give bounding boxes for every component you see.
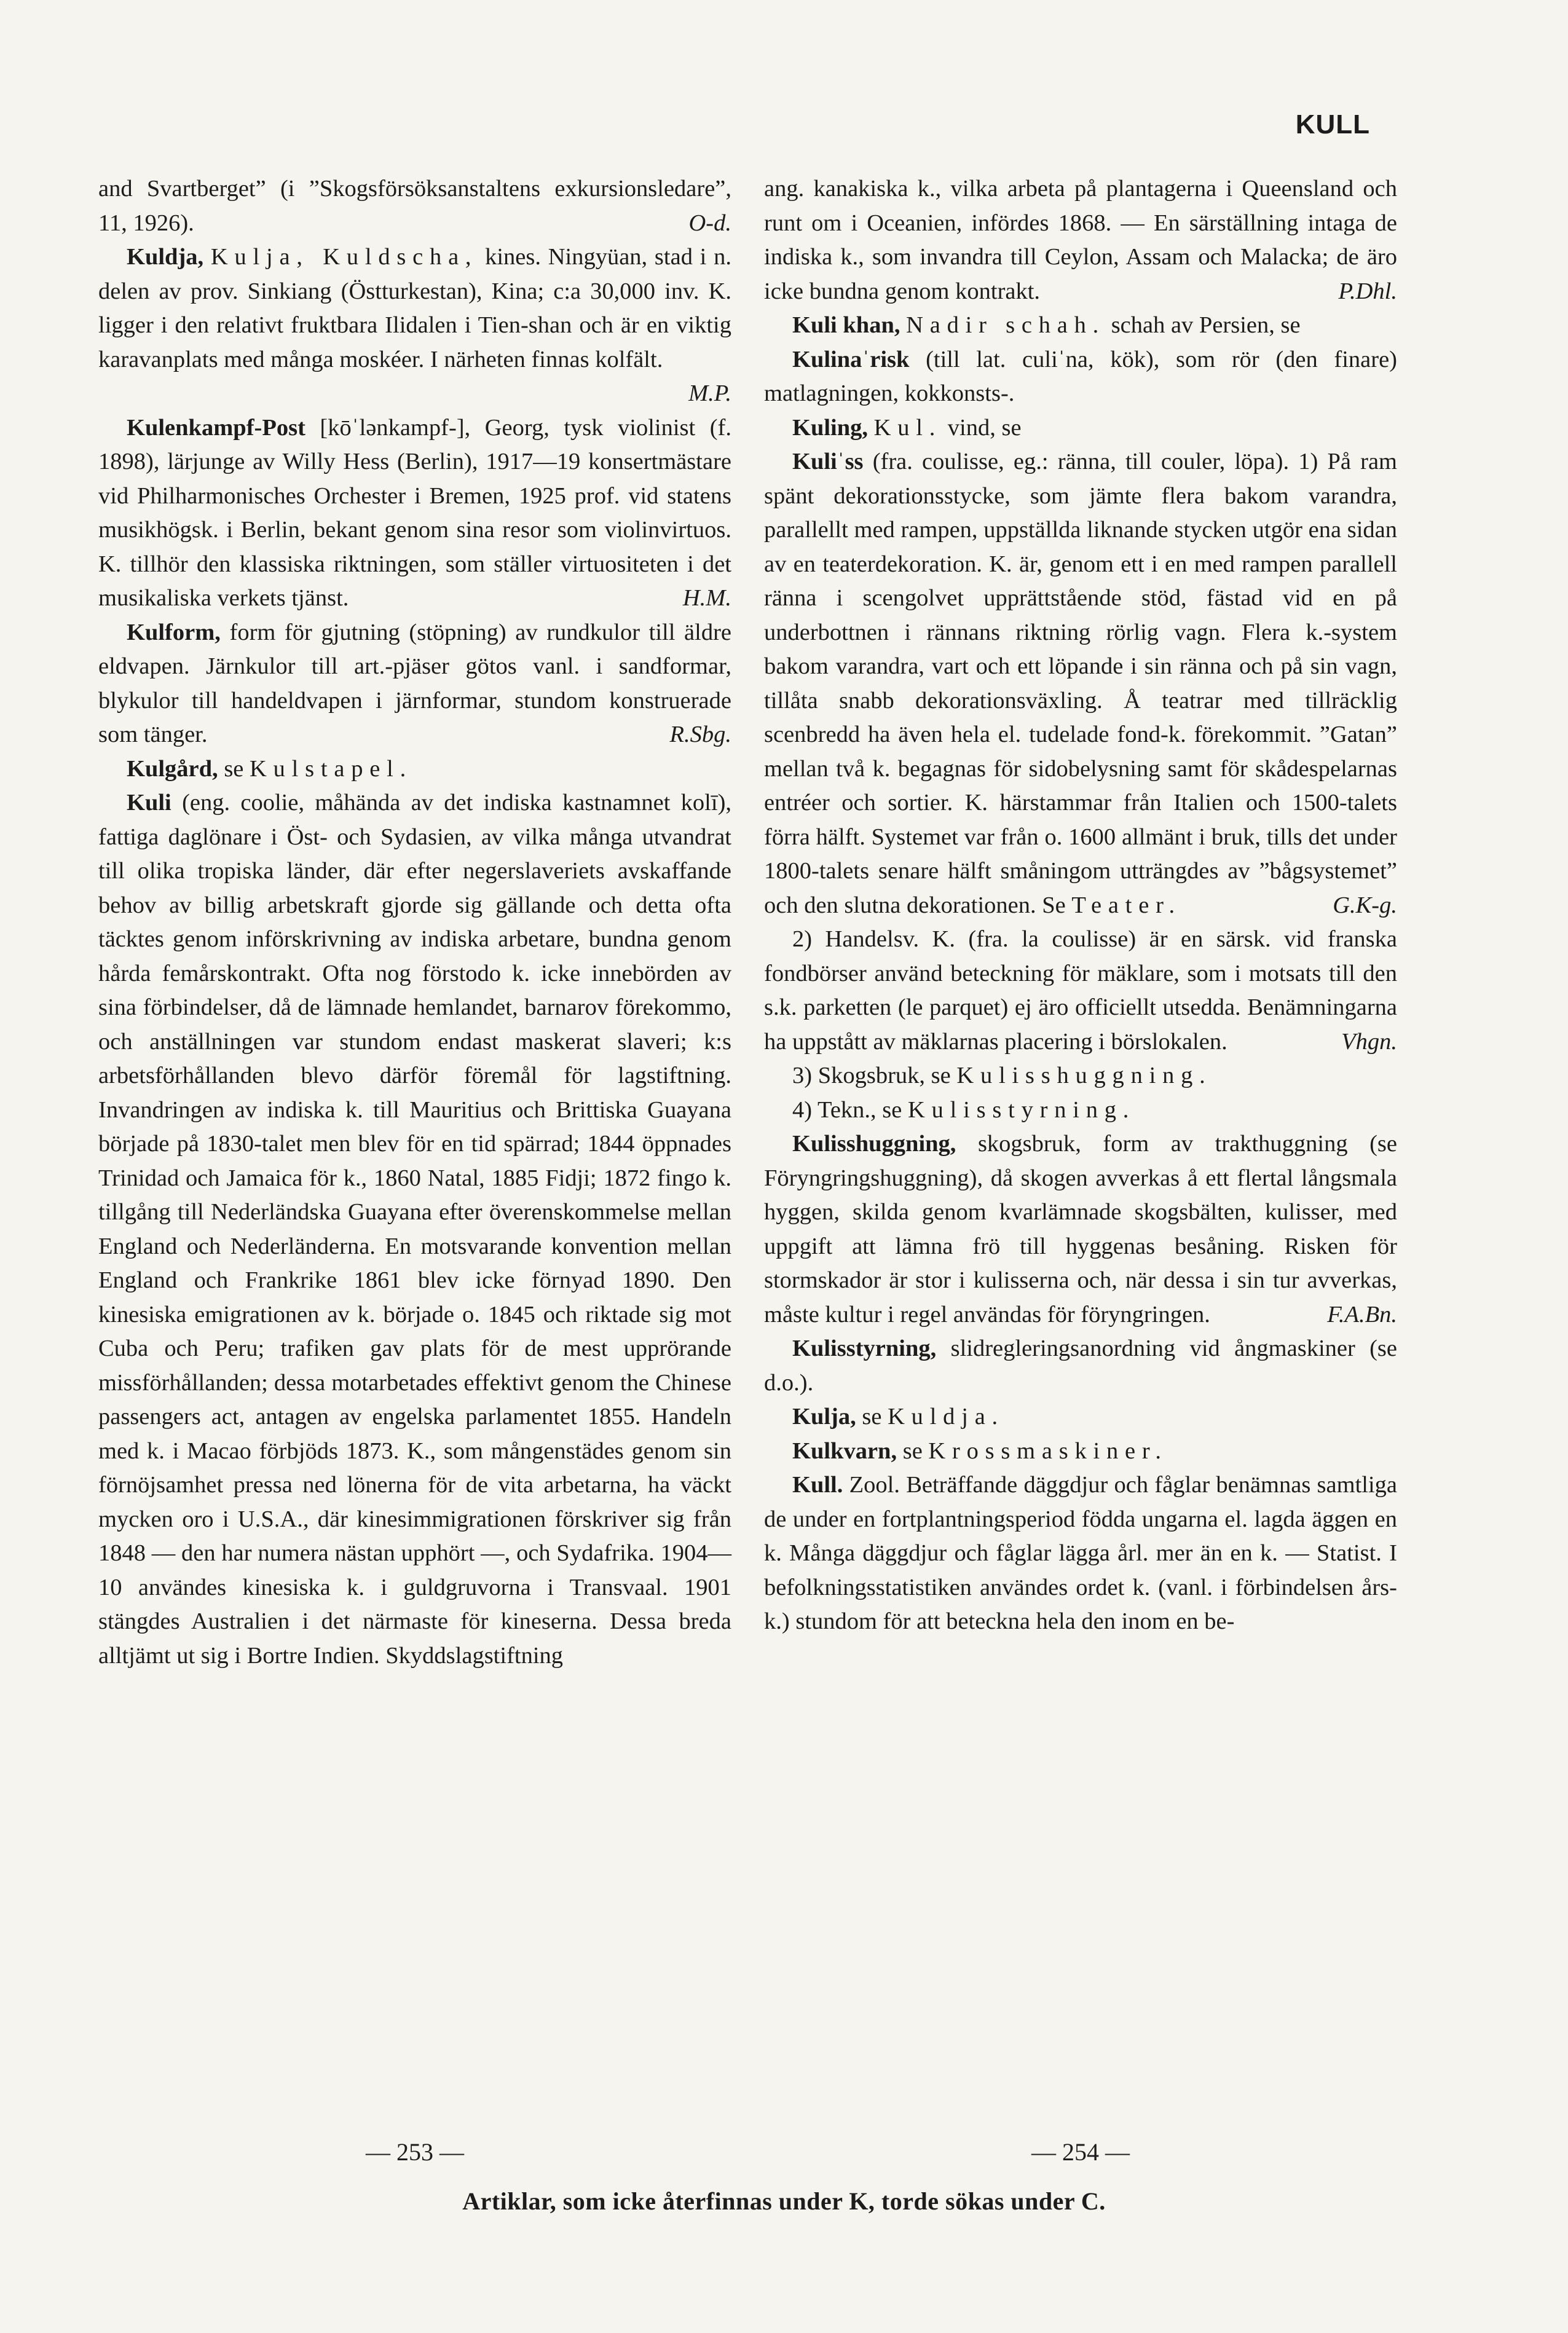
article-entry [98,616,731,752]
headword: Kulisstyrning, [792,1336,937,1361]
article-entry [764,1400,1397,1434]
entry-text: form för gjutning (stöpning) av rundkulor till äldre eldvapen. Järnkulor till art.-pjäser götos vanl. i sandformar, blykulor till handeldvapen i järnformar, stundom konstruerade som tänger. [98,619,731,747]
headword: Kuldja, [127,244,204,270]
spaced-name: Kul. [873,414,942,441]
headword: Kulkvarn, [792,1438,897,1464]
article-entry [98,411,731,616]
spaced-name: Nadir schah. [906,312,1106,338]
entry-text: ang. kanakiska k., vilka arbeta på plantagerna i Queensland och runt om i Oceanien, infördes 1868. — En särställning intaga de indiska k., som invandra till Ceylon, Assam och Malacka; de äro icke bundna genom kontrakt. [764,176,1397,304]
article-entry [764,1468,1397,1639]
headword: Kulinaˈrisk [792,346,910,372]
article-entry [98,172,731,240]
article-entry [98,786,731,1673]
cross-reference: Kulstapel. [250,755,412,782]
entry-text: slidregleringsanordning vid ångmaskiner (se d.o.). [764,1336,1397,1396]
article-entry [764,1434,1397,1469]
author-signature: R.Sbg. [669,722,731,747]
headword: Kulja, [792,1404,856,1430]
page-number-left: — 253 — [366,2138,464,2166]
headword: Kull. [792,1472,843,1498]
entry-text: (eng. coolie, måhända av det indiska kastnamnet kolī), fattiga daglönare i Öst- och Sydasien, av vilka många utvandrat till olika tropiska länder, där efter negerslaveriets avskaffande behov av billig arbetskraft gjorde sig gällande och detta ofta täcktes genom införskrivning av indiska arbetare, bundna genom hårda femårskontrakt. Ofta nog förstodo k. icke innebörden av sina förbindelser, då de lämnade hemlandet, barnarov förekommo, och anställningen var stundom endast maskerat slaveri; k:s arbetsförhållanden blevo därför föremål för lagstiftning. Invandringen av indiska k. till Mauritius och Brittiska Guayana började på 1830-talet men blev för en tid spärrad; 1844 öppnades Trinidad och Jamaica för k., 1860 Natal, 1885 Fidji; 1872 fingo k. tillgång till Nederländska Guayana efter överenskommelse mellan England och Nederländerna. En motsvarande konvention mellan England och Frankrike 1861 blev icke förnyad 1890. Den kinesiska emigrationen av k. började o. 1845 och riktade sig mot Cuba och Peru; trafiken gav plats för de mest upprörande missförhållanden; dessa motarbetades effektivt genom the Chinese passengers act, antagen av engelska parlamentet 1855. Handeln med k. i Macao förbjöds 1873. K., som mångenstädes genom sin förnöjsamhet pressa ned lönerna för de vita arbetarna, ha väckt mycken oro i U.S.A., där kinesimmigrationen förskriver sig från 1848 — den har numera nästan upphört —, och Sydafrika. 1904—10 användes kinesiska k. i guldgruvorna i Transvaal. 1901 stängdes Australien i det närmaste för kineserna. Dessa breda alltjämt ut sig i Bortre Indien. Skyddslagstiftning [98,790,732,1669]
article-entry [764,411,1397,446]
cross-reference: Krossmaskiner. [928,1438,1168,1464]
article-entry [764,1127,1397,1332]
cross-reference: Kulisstyrning. [908,1096,1136,1123]
entry-text: skogsbruk, form av trakthuggning (se Föryngringshuggning), då skogen avverkas å ett flertal långsmala hyggen, skilda genom kvarlämnade skogsbälten, kulisser, med uppgift att lämna frö till hyggenas besåning. Risken för stormskador är stor i kulisserna och, när dessa i sin tur avverkas, måste kultur i regel användas för föryngringen. [764,1131,1397,1328]
entry-text: se [862,1404,888,1430]
author-signature: H.M. [682,585,731,611]
article-entry [764,309,1397,343]
headword: Kuli [127,790,171,816]
article-entry [764,172,1397,309]
headword: Kulisshuggning, [792,1131,956,1157]
entry-text: 2) Handelsv. K. (fra. la coulisse) är en särsk. vid franska fondbörser använd beteckning för mäklare, som i motsats till den s.k. parketten (le parquet) ej äro officiellt utsedda. Benämningarna ha uppstått av mäklarnas placering i börslokalen. [764,926,1397,1055]
author-signature: P.Dhl. [1338,278,1397,304]
entry-text: (fra. coulisse, eg.: ränna, till couler, löpa). 1) På ram spänt dekorationsstycke, som jämte flera bakom varandra, parallellt med rampen, uppställda liknande stycken utgör ena sidan av en teaterdekoration. K. är, genom ett i en med rampen parallell ränna i scengolvet upprättstående stöd, fästad vid en på underbottnen i rännans riktning rörlig vagn. Flera k.-system bakom varandra, vart och ett löpande i sin ränna och på sin vagn, tillåta snabb dekorationsväxling. Å teatrar med tillräcklig scenbredd ha även hela el. tudelade fond-k. förekommit. ”Gatan” mellan två k. begagnas för sidobelysning samt för skådespelarnas entréer och sortier. K. härstammar från Italien och 1500-talets förra hälft. Systemet var från o. 1600 allmänt i bruk, tills det under 1800-talets senare hälft småningom utträngdes av ”bågsystemet” och den slutna dekorationen. Se [764,449,1398,918]
footer-note: Artiklar, som icke återfinnas under K, torde sökas under C. [462,2187,1106,2215]
running-head: KULL [1295,109,1370,140]
entry-text: vind, se [942,414,1022,441]
author-signature: M.P. [688,380,731,406]
entry-text: [kōˈlənkampf-], Georg, tysk violinist (f. 1898), lärjunge av Willy Hess (Berlin), 1917—19 konsertmästare vid Philharmonisches Orchester i Bremen, 1925 prof. vid statens musikhögsk. i Berlin, bekant genom sina resor som violinvirtuos. K. tillhör den klassiska riktningen, som ställer virtuositeten i det musikaliska verkets tjänst. [98,414,731,611]
entry-text: se [224,755,250,782]
article-entry [764,343,1397,411]
cross-reference: Teater. [1071,892,1181,918]
entry-text: schah av Persien, se [1105,312,1301,338]
cross-reference: Kulisshuggning. [956,1063,1212,1088]
left-column [98,172,731,1673]
author-signature: Vhgn. [1341,1028,1397,1055]
article-entry [98,240,731,411]
headword: Kulgård, [127,755,218,782]
entry-text: kines. Ningyüan, stad i n. delen av prov. Sinkiang (Östturkestan), Kina; c:a 30,000 inv. K. ligger i den relativt fruktbara Ilidalen i Tien-shan och är en viktig karavanplats med många moskéer. I närheten finnas kolfält. [98,244,731,372]
headword: Kuli khan, [792,312,900,338]
article-entry [764,1059,1397,1093]
author-signature: O-d. [688,210,731,236]
right-column [764,172,1397,1639]
spaced-name: Kulja, Kuldscha, [210,244,478,270]
entry-text: (till lat. culiˈna, kök), som rör (den finare) matlagningen, kokkonsts-. [764,346,1397,406]
page-number-right: — 254 — [1031,2138,1130,2166]
article-entry [764,445,1397,923]
author-signature: G.K-g. [1333,892,1397,918]
headword: Kulenkampf-Post [127,414,305,441]
headword: Kulform, [127,619,221,645]
headword: Kuliˈss [792,449,864,474]
entry-text: 4) Tekn., se [792,1096,908,1123]
entry-text: and Svartberget” (i ”Skogsförsöksanstaltens exkursionsledare”, 11, 1926). [98,176,731,236]
article-entry [764,1093,1397,1128]
entry-text: 3) Skogsbruk, se [792,1063,957,1088]
article-entry [764,923,1397,1059]
headword: Kuling, [792,414,869,441]
entry-text: se [902,1438,929,1464]
article-entry [764,1332,1397,1400]
author-signature: F.A.Bn. [1327,1301,1397,1328]
entry-text: Zool. Beträffande däggdjur och fåglar benämnas samtliga de under en fortplantningsperiod födda ungarna el. lagda äggen en k. Många däggdjur och fåglar lägga årl. mer än en k. — Statist. I befolkningsstatistiken användes ordet k. (vanl. i förbindelsen års-k.) stundom för att beteckna hela den inom en be- [764,1472,1398,1634]
cross-reference: Kuldja. [888,1404,1004,1430]
article-entry [98,752,731,787]
